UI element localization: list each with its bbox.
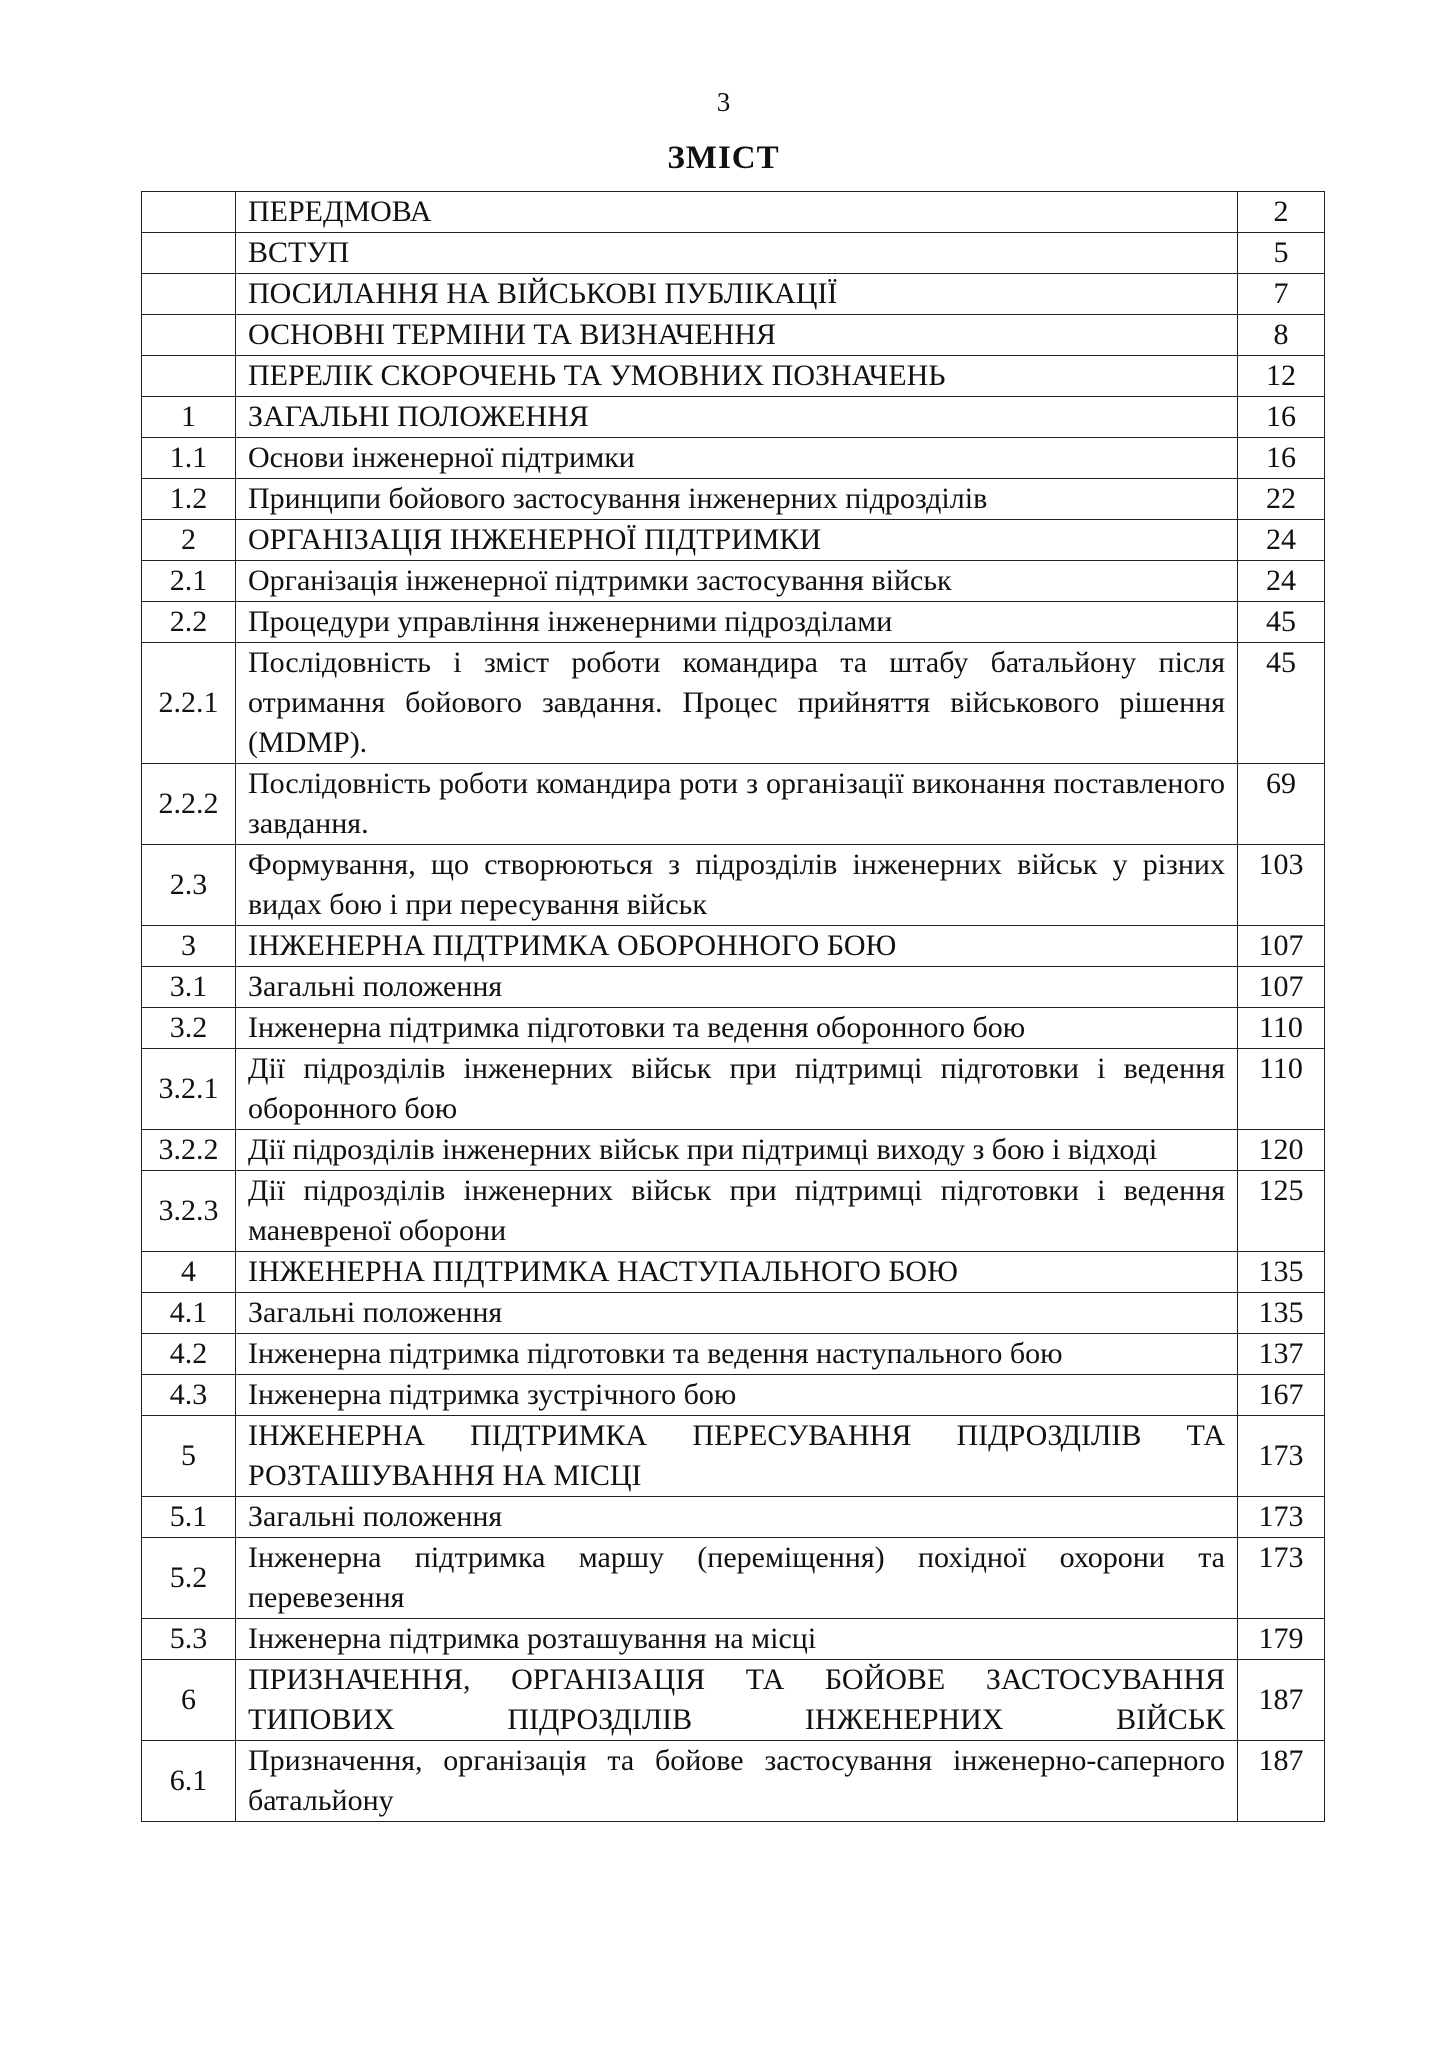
toc-page-number: 45 xyxy=(1238,643,1325,764)
toc-row xyxy=(142,1252,1325,1293)
toc-section-title: Послідовність і зміст роботи командира та штабу батальйону після отримання бойового завдання. Процес прийняття військового рішення (MDMP). xyxy=(236,643,1238,764)
toc-section-number xyxy=(142,356,236,397)
toc-section-number: 5 xyxy=(142,1416,236,1497)
toc-row xyxy=(142,1008,1325,1049)
toc-page-number: 173 xyxy=(1238,1497,1325,1538)
toc-section-number: 4 xyxy=(142,1252,236,1293)
toc-page-number: 5 xyxy=(1238,233,1325,274)
toc-section-number: 2.2.2 xyxy=(142,764,236,845)
toc-page-number: 135 xyxy=(1238,1293,1325,1334)
toc-section-title: ПРИЗНАЧЕННЯ, ОРГАНІЗАЦІЯ ТА БОЙОВЕ ЗАСТОСУВАННЯ ТИПОВИХ ПІДРОЗДІЛІВ ІНЖЕНЕРНИХ ВІЙСЬК xyxy=(236,1660,1238,1741)
toc-section-title: Інженерна підтримка розташування на місці xyxy=(236,1619,1238,1660)
page-number: 3 xyxy=(716,87,731,117)
toc-row xyxy=(142,1416,1325,1497)
toc-section-number: 5.2 xyxy=(142,1538,236,1619)
toc-section-number: 1.2 xyxy=(142,479,236,520)
toc-page-number: 120 xyxy=(1238,1130,1325,1171)
toc-section-number: 2.2.1 xyxy=(142,643,236,764)
toc-row xyxy=(142,233,1325,274)
toc-page-number: 7 xyxy=(1238,274,1325,315)
toc-section-title: ОРГАНІЗАЦІЯ ІНЖЕНЕРНОЇ ПІДТРИМКИ xyxy=(236,520,1238,561)
toc-section-title: Принципи бойового застосування інженерних підрозділів xyxy=(236,479,1238,520)
toc-section-title: Інженерна підтримка підготовки та ведення оборонного бою xyxy=(236,1008,1238,1049)
toc-page-number: 24 xyxy=(1238,520,1325,561)
toc-page-number: 167 xyxy=(1238,1375,1325,1416)
toc-page-number: 16 xyxy=(1238,397,1325,438)
toc-section-title: Загальні положення xyxy=(236,967,1238,1008)
toc-row xyxy=(142,602,1325,643)
toc-row xyxy=(142,643,1325,764)
toc-row xyxy=(142,1375,1325,1416)
toc-section-number: 3.2.1 xyxy=(142,1049,236,1130)
toc-row xyxy=(142,967,1325,1008)
toc-section-title: Процедури управління інженерними підрозділами xyxy=(236,602,1238,643)
toc-page-number: 2 xyxy=(1238,192,1325,233)
toc-section-number: 2.2 xyxy=(142,602,236,643)
toc-section-number: 5.1 xyxy=(142,1497,236,1538)
toc-page-number: 110 xyxy=(1238,1008,1325,1049)
toc-page-number: 12 xyxy=(1238,356,1325,397)
toc-row xyxy=(142,356,1325,397)
toc-section-title: Інженерна підтримка підготовки та ведення наступального бою xyxy=(236,1334,1238,1375)
toc-section-title: Організація інженерної підтримки застосування військ xyxy=(236,561,1238,602)
toc-section-number xyxy=(142,315,236,356)
toc-row xyxy=(142,1497,1325,1538)
toc-section-number: 2.1 xyxy=(142,561,236,602)
toc-row xyxy=(142,315,1325,356)
toc-page-number: 45 xyxy=(1238,602,1325,643)
toc-section-title: Призначення, організація та бойове застосування інженерно-саперного батальйону xyxy=(236,1741,1238,1822)
toc-row xyxy=(142,1660,1325,1741)
toc-row xyxy=(142,1130,1325,1171)
toc-section-number: 4.3 xyxy=(142,1375,236,1416)
toc-section-number: 3.2.3 xyxy=(142,1171,236,1252)
toc-section-number: 3 xyxy=(142,926,236,967)
toc-row xyxy=(142,1619,1325,1660)
toc-row xyxy=(142,845,1325,926)
toc-section-number: 4.2 xyxy=(142,1334,236,1375)
toc-row xyxy=(142,1741,1325,1822)
toc-section-number: 6 xyxy=(142,1660,236,1741)
toc-row xyxy=(142,1334,1325,1375)
toc-page-number: 187 xyxy=(1238,1660,1325,1741)
toc-page-number: 16 xyxy=(1238,438,1325,479)
toc-row xyxy=(142,764,1325,845)
toc-row xyxy=(142,438,1325,479)
toc-section-number: 3.1 xyxy=(142,967,236,1008)
toc-section-number xyxy=(142,274,236,315)
toc-row xyxy=(142,192,1325,233)
toc-page-number: 110 xyxy=(1238,1049,1325,1130)
toc-page-number: 107 xyxy=(1238,926,1325,967)
toc-section-number: 3.2 xyxy=(142,1008,236,1049)
toc-page-number: 24 xyxy=(1238,561,1325,602)
toc-page-number: 173 xyxy=(1238,1416,1325,1497)
toc-row xyxy=(142,274,1325,315)
toc-section-number: 2.3 xyxy=(142,845,236,926)
toc-section-title: Дії підрозділів інженерних військ при підтримці виходу з бою і відході xyxy=(236,1130,1238,1171)
toc-section-title: ІНЖЕНЕРНА ПІДТРИМКА НАСТУПАЛЬНОГО БОЮ xyxy=(236,1252,1238,1293)
toc-section-title: ПОСИЛАННЯ НА ВІЙСЬКОВІ ПУБЛІКАЦІЇ xyxy=(236,274,1238,315)
toc-title: ЗМІСТ xyxy=(667,140,780,176)
toc-page-number: 103 xyxy=(1238,845,1325,926)
toc-section-number: 1.1 xyxy=(142,438,236,479)
toc-section-number: 2 xyxy=(142,520,236,561)
toc-table xyxy=(141,191,1325,1822)
toc-row xyxy=(142,1293,1325,1334)
toc-section-title: ПЕРЕДМОВА xyxy=(236,192,1238,233)
toc-section-title: ІНЖЕНЕРНА ПІДТРИМКА ОБОРОННОГО БОЮ xyxy=(236,926,1238,967)
toc-body xyxy=(142,192,1325,1822)
toc-page-number: 22 xyxy=(1238,479,1325,520)
toc-row xyxy=(142,1538,1325,1619)
toc-section-number: 5.3 xyxy=(142,1619,236,1660)
toc-page-number: 135 xyxy=(1238,1252,1325,1293)
toc-page-number: 125 xyxy=(1238,1171,1325,1252)
toc-section-title: Формування, що створюються з підрозділів інженерних військ у різних видах бою і при пересування військ xyxy=(236,845,1238,926)
toc-section-number: 4.1 xyxy=(142,1293,236,1334)
toc-section-title: Дії підрозділів інженерних військ при підтримці підготовки і ведення маневреної оборони xyxy=(236,1171,1238,1252)
toc-row xyxy=(142,1049,1325,1130)
toc-section-number: 6.1 xyxy=(142,1741,236,1822)
toc-page-number: 179 xyxy=(1238,1619,1325,1660)
toc-page-number: 107 xyxy=(1238,967,1325,1008)
toc-page-number: 173 xyxy=(1238,1538,1325,1619)
toc-section-number xyxy=(142,192,236,233)
toc-row xyxy=(142,479,1325,520)
toc-section-title: Інженерна підтримка маршу (переміщення) похідної охорони та перевезення xyxy=(236,1538,1238,1619)
toc-section-title: Загальні положення xyxy=(236,1293,1238,1334)
toc-section-title: Інженерна підтримка зустрічного бою xyxy=(236,1375,1238,1416)
toc-row xyxy=(142,926,1325,967)
toc-section-title: ОСНОВНІ ТЕРМІНИ ТА ВИЗНАЧЕННЯ xyxy=(236,315,1238,356)
toc-section-title: Загальні положення xyxy=(236,1497,1238,1538)
toc-section-title: Послідовність роботи командира роти з організації виконання поставленого завдання. xyxy=(236,764,1238,845)
toc-section-number: 3.2.2 xyxy=(142,1130,236,1171)
toc-section-title: Дії підрозділів інженерних військ при підтримці підготовки і ведення оборонного бою xyxy=(236,1049,1238,1130)
toc-section-number: 1 xyxy=(142,397,236,438)
toc-section-title: ІНЖЕНЕРНА ПІДТРИМКА ПЕРЕСУВАННЯ ПІДРОЗДІЛІВ ТА РОЗТАШУВАННЯ НА МІСЦІ xyxy=(236,1416,1238,1497)
toc-row xyxy=(142,397,1325,438)
toc-row xyxy=(142,520,1325,561)
toc-page-number: 69 xyxy=(1238,764,1325,845)
toc-row xyxy=(142,561,1325,602)
toc-page-number: 8 xyxy=(1238,315,1325,356)
toc-page-number: 137 xyxy=(1238,1334,1325,1375)
toc-section-number xyxy=(142,233,236,274)
toc-page-number: 187 xyxy=(1238,1741,1325,1822)
toc-section-title: ЗАГАЛЬНІ ПОЛОЖЕННЯ xyxy=(236,397,1238,438)
toc-section-title: Основи інженерної підтримки xyxy=(236,438,1238,479)
toc-row xyxy=(142,1171,1325,1252)
toc-section-title: ПЕРЕЛІК СКОРОЧЕНЬ ТА УМОВНИХ ПОЗНАЧЕНЬ xyxy=(236,356,1238,397)
toc-section-title: ВСТУП xyxy=(236,233,1238,274)
